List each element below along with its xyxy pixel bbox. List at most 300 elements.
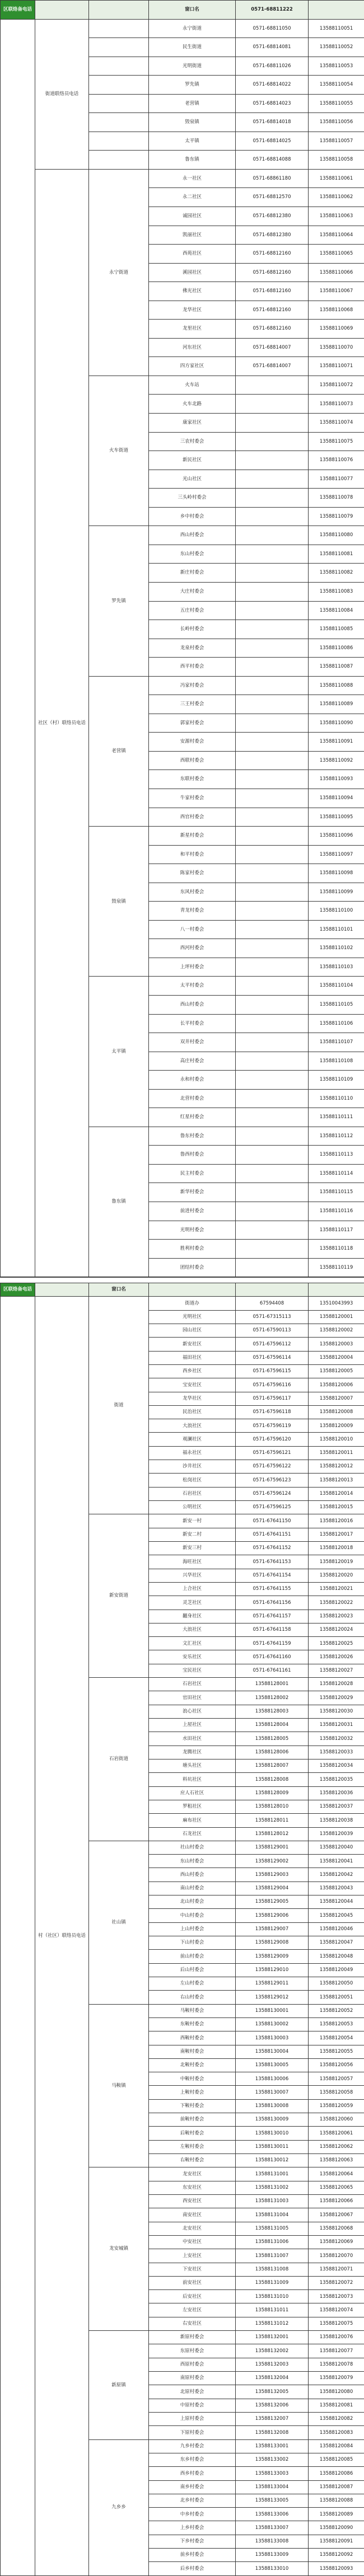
unit-name: 民治社区 (149, 1405, 236, 1419)
unit-name: 东安社区 (149, 2181, 236, 2194)
unit-name: 中乡村委会 (149, 2508, 236, 2521)
mobile-number: 13588120091 (309, 2535, 364, 2548)
column-header (149, 1283, 236, 1297)
mobile-number: 13588120023 (309, 1610, 364, 1623)
mobile-number: 13588110063 (309, 207, 364, 226)
unit-name: 新安一村 (149, 1514, 236, 1528)
phone-number: 0571-68861180 (236, 169, 309, 188)
phone-number: 13588133003 (236, 2467, 309, 2480)
unit-name: 龙安社区 (149, 2167, 236, 2181)
mobile-number: 13510043993 (309, 1297, 364, 1310)
mobile-number: 13588120054 (309, 2031, 364, 2045)
unit-name: 麻布社区 (149, 1814, 236, 1827)
phone-number (236, 639, 309, 658)
mobile-number: 13588110105 (309, 995, 364, 1014)
mobile-number: 13588120017 (309, 1528, 364, 1541)
district-name: 新安街道 (89, 1514, 149, 1678)
mobile-number: 13588120034 (309, 1759, 364, 1772)
phone-number: 13588128004 (236, 1719, 309, 1732)
phone-number: 0571-68814007 (236, 357, 309, 376)
mobile-number: 13588120088 (309, 2494, 364, 2507)
phone-number (236, 507, 309, 526)
unit-name: 松岗社区 (149, 1474, 236, 1487)
district-name: 毁泉镇 (89, 827, 149, 977)
table-header-row (1, 1283, 364, 1297)
mobile-number: 13588120056 (309, 2058, 364, 2072)
phone-number: 13588130012 (236, 2154, 309, 2167)
phone-number (236, 770, 309, 789)
unit-name: 南乡村委会 (149, 2480, 236, 2494)
phone-number: 0571-68811050 (236, 19, 309, 38)
unit-name: 右安社区 (149, 2317, 236, 2330)
mobile-number: 13588110069 (309, 320, 364, 339)
phone-number: 13588128001 (236, 1678, 309, 1691)
mobile-number: 13588110062 (309, 188, 364, 207)
mobile-number: 13588120026 (309, 1650, 364, 1664)
mobile-number: 13588110073 (309, 395, 364, 414)
unit-name: 下乡村委会 (149, 2535, 236, 2548)
phone-number: 0571-68812160 (236, 301, 309, 320)
phone-number: 13588133002 (236, 2453, 309, 2466)
phone-number (236, 883, 309, 902)
column-header: 窗口名 (89, 1283, 149, 1297)
phone-number: 0571-68812160 (236, 263, 309, 282)
phone-number (236, 451, 309, 470)
phone-number: 0571-67596116 (236, 1378, 309, 1392)
unit-name: 石岩社区 (149, 1487, 236, 1500)
phone-number (236, 1108, 309, 1127)
unit-name: 海旺社区 (149, 1555, 236, 1569)
phone-number: 13588128012 (236, 1827, 309, 1841)
phone-number: 13588131009 (236, 2276, 309, 2289)
district-name: 石岩街道 (89, 1678, 149, 1841)
mobile-number: 13588110054 (309, 76, 364, 95)
unit-name: 新安二村 (149, 1528, 236, 1541)
mobile-number: 13588120071 (309, 2263, 364, 2276)
phone-number (236, 1089, 309, 1108)
mobile-number: 13588120079 (309, 2372, 364, 2385)
phone-number: 13588133007 (236, 2521, 309, 2535)
mobile-number: 13588110114 (309, 1164, 364, 1183)
phone-number: 0571-67596121 (236, 1446, 309, 1460)
mobile-number: 13588120013 (309, 1474, 364, 1487)
phone-number (236, 545, 309, 564)
phone-number (236, 902, 309, 921)
unit-name: 东山村委会 (149, 545, 236, 564)
phone-number: 13588129007 (236, 1922, 309, 1936)
unit-name: 社山村委会 (149, 1841, 236, 1854)
mobile-number: 13588120068 (309, 2222, 364, 2235)
unit-name: 上安社区 (149, 2249, 236, 2263)
mobile-number: 13588120066 (309, 2194, 364, 2208)
unit-name: 冯家村委会 (149, 676, 236, 695)
mobile-number: 13588120060 (309, 2113, 364, 2127)
mobile-number: 13588120045 (309, 1909, 364, 1922)
mobile-number: 13588120018 (309, 1541, 364, 1555)
mobile-number: 13588120035 (309, 1773, 364, 1786)
phone-number: 13588131001 (236, 2167, 309, 2181)
phone-number: 13588129008 (236, 1936, 309, 1950)
phone-number: 0571-67641153 (236, 1555, 309, 1569)
unit-name: 西山村委会 (149, 995, 236, 1014)
phone-number: 0571-68812160 (236, 320, 309, 339)
unit-name: 佛光社区 (149, 282, 236, 301)
mobile-number: 13588120049 (309, 1963, 364, 1977)
phone-number: 0571-68811026 (236, 57, 309, 76)
table-header-row (1, 1, 364, 20)
unit-name: 右鞍村委会 (149, 2154, 236, 2167)
unit-name: 西原村委会 (149, 2358, 236, 2371)
unit-name: 安乐社区 (149, 1650, 236, 1664)
mobile-number: 13588110089 (309, 695, 364, 714)
unit-name: 新原村委会 (149, 2331, 236, 2344)
mobile-number: 13588110080 (309, 526, 364, 545)
mobile-number: 13588110100 (309, 902, 364, 921)
mobile-number: 13588120019 (309, 1555, 364, 1569)
phone-number (236, 1127, 309, 1146)
blank-cell (1, 1297, 35, 2575)
unit-name: 新星村委会 (149, 827, 236, 846)
phone-number: 13588131010 (236, 2290, 309, 2303)
phone-number: 13588129002 (236, 1855, 309, 1868)
unit-name: 下鞍村委会 (149, 2099, 236, 2113)
column-header (309, 1283, 364, 1297)
mobile-number: 13588120077 (309, 2344, 364, 2358)
group-label: 社区（村）联络员电话 (35, 169, 89, 1277)
phone-number: 0571-67315113 (236, 1310, 309, 1324)
unit-name: 罗先镇 (149, 76, 236, 95)
district-name: 老营镇 (89, 676, 149, 826)
mobile-number: 13588110075 (309, 432, 364, 451)
mobile-number: 13588110104 (309, 977, 364, 996)
mobile-number: 13588110119 (309, 1258, 364, 1277)
unit-name: 光明街道 (149, 57, 236, 76)
unit-name: 四方家社区 (149, 357, 236, 376)
phone-number: 13588133006 (236, 2508, 309, 2521)
mobile-number: 13588120078 (309, 2358, 364, 2371)
unit-name: 观澜社区 (149, 1433, 236, 1446)
mobile-number: 13588110088 (309, 676, 364, 695)
mobile-number: 13588110096 (309, 827, 364, 846)
unit-name: 民主村委会 (149, 1164, 236, 1183)
phone-number (236, 1221, 309, 1240)
mobile-number: 13588110067 (309, 282, 364, 301)
mobile-number: 13588120028 (309, 1678, 364, 1691)
mobile-number: 13588110101 (309, 920, 364, 939)
phone-number: 13588129003 (236, 1868, 309, 1881)
mobile-number: 13588110103 (309, 958, 364, 977)
unit-name: 光明村委会 (149, 1221, 236, 1240)
phone-number: 13588129011 (236, 1977, 309, 1990)
blank-cell (89, 19, 149, 38)
mobile-number: 13588120011 (309, 1446, 364, 1460)
unit-name: 中鞍村委会 (149, 2072, 236, 2086)
column-header (236, 1283, 309, 1297)
unit-name: 沙井社区 (149, 1460, 236, 1474)
unit-name: 前安社区 (149, 2276, 236, 2289)
phone-number (236, 1052, 309, 1071)
unit-name: 永二社区 (149, 188, 236, 207)
unit-name: 后乡村委会 (149, 2562, 236, 2575)
unit-name: 西平村委会 (149, 658, 236, 677)
phone-number (236, 1258, 309, 1277)
phone-number: 13588132007 (236, 2412, 309, 2425)
mobile-number: 13588120033 (309, 1746, 364, 1759)
mobile-number: 13588120063 (309, 2154, 364, 2167)
unit-name: 街道办 (149, 1297, 236, 1310)
unit-name: 大浪社区 (149, 1419, 236, 1433)
mobile-number: 13588120010 (309, 1433, 364, 1446)
phone-number: 13588130010 (236, 2127, 309, 2140)
unit-name: 北营村委会 (149, 1089, 236, 1108)
mobile-number: 13588110053 (309, 57, 364, 76)
district-name: 鲁东镇 (89, 1127, 149, 1277)
phone-number: 0571-68814088 (236, 151, 309, 170)
blank-cell (89, 151, 149, 170)
phone-number: 13588131007 (236, 2249, 309, 2263)
blank-cell (1, 19, 35, 1277)
phone-number (236, 1202, 309, 1221)
phone-number: 0571-67596115 (236, 1364, 309, 1378)
phone-number (236, 864, 309, 883)
unit-name: 龙华社区 (149, 301, 236, 320)
unit-name: 安源村委会 (149, 733, 236, 752)
phone-number: 13588133004 (236, 2480, 309, 2494)
unit-name: 民生街道 (149, 38, 236, 57)
mobile-number: 13588120048 (309, 1950, 364, 1963)
unit-name: 西鞍村委会 (149, 2031, 236, 2045)
district-name: 罗先镇 (89, 526, 149, 676)
mobile-number: 13588110099 (309, 883, 364, 902)
unit-name: 右山村委会 (149, 1991, 236, 2004)
phone-number: 0571-67596122 (236, 1460, 309, 1474)
mobile-number: 13588120065 (309, 2181, 364, 2194)
phone-number: 13588128010 (236, 1800, 309, 1813)
unit-name: 三王村委会 (149, 695, 236, 714)
mobile-number: 13588120069 (309, 2235, 364, 2249)
unit-name: 南鞍村委会 (149, 2045, 236, 2058)
mobile-number: 13588120062 (309, 2140, 364, 2153)
unit-name: 西山村委会 (149, 1868, 236, 1881)
mobile-number: 13588120006 (309, 1378, 364, 1392)
phone-number: 13588130009 (236, 2113, 309, 2127)
unit-name: 上鞍村委会 (149, 2086, 236, 2099)
mobile-number: 13588120002 (309, 1324, 364, 1337)
unit-name: 东乡村委会 (149, 2453, 236, 2466)
mobile-number: 13588110113 (309, 1146, 364, 1165)
phone-number: 0571-67641150 (236, 1514, 309, 1528)
mobile-number: 13588120039 (309, 1827, 364, 1841)
phone-number: 0571-67596120 (236, 1433, 309, 1446)
mobile-number: 13588110070 (309, 338, 364, 357)
unit-name: 乡中村委会 (149, 507, 236, 526)
unit-name: 文汇社区 (149, 1637, 236, 1650)
phone-number (236, 695, 309, 714)
district-name: 街道 (89, 1297, 149, 1514)
phone-number: 13588131011 (236, 2303, 309, 2317)
mobile-number: 13588110095 (309, 808, 364, 827)
phone-number: 0571-67641160 (236, 1650, 309, 1664)
group-label: 街道联络员电话 (35, 19, 89, 169)
phone-number: 13588131012 (236, 2317, 309, 2330)
phone-number (236, 977, 309, 996)
unit-name: 石岩社区 (149, 1678, 236, 1691)
phone-number (236, 676, 309, 695)
group-label: 村（社区）联络员电话 (35, 1297, 89, 2575)
phone-number: 13588132002 (236, 2344, 309, 2358)
phone-number (236, 733, 309, 752)
mobile-number: 13588120073 (309, 2290, 364, 2303)
phone-number: 0571-67641159 (236, 1637, 309, 1650)
mobile-number: 13588110112 (309, 1127, 364, 1146)
unit-name: 东鞍村委会 (149, 2017, 236, 2031)
mobile-number: 13588120076 (309, 2331, 364, 2344)
unit-name: 诚园社区 (149, 207, 236, 226)
unit-name: 西安社区 (149, 2194, 236, 2208)
unit-name: 东山村委会 (149, 1855, 236, 1868)
unit-name: 马鞍村委会 (149, 2004, 236, 2017)
unit-name: 火车北路 (149, 395, 236, 414)
phone-number (236, 1164, 309, 1183)
phone-number: 13588132001 (236, 2331, 309, 2344)
district-name: 九乡乡 (89, 2439, 149, 2575)
phone-number: 0571-68814025 (236, 132, 309, 151)
phone-number (236, 714, 309, 733)
column-header: 0571-68811222 (236, 1, 309, 20)
phone-number: 0571-68814018 (236, 113, 309, 132)
district-name: 马鞍镇 (89, 2004, 149, 2167)
phone-number: 0571-68814007 (236, 338, 309, 357)
column-header (35, 1283, 89, 1297)
unit-name: 团结村委会 (149, 1258, 236, 1277)
mobile-number: 13588110084 (309, 601, 364, 620)
phone-number: 13588132004 (236, 2372, 309, 2385)
unit-name: 龙华社区 (149, 1392, 236, 1405)
unit-name: 西乡社区 (149, 1364, 236, 1378)
mobile-number: 13588110072 (309, 376, 364, 395)
phone-number: 13588131003 (236, 2194, 309, 2208)
phone-number: 0571-68814023 (236, 94, 309, 113)
table-row (1, 1297, 364, 1310)
mobile-number: 13588120052 (309, 2004, 364, 2017)
unit-name: 龙里社区 (149, 320, 236, 339)
unit-name: 翻身社区 (149, 1610, 236, 1623)
phone-number: 13588130001 (236, 2004, 309, 2017)
unit-name: 下山村委会 (149, 1936, 236, 1950)
unit-name: 青龙村委会 (149, 902, 236, 921)
unit-name: 河东社区 (149, 338, 236, 357)
mobile-number: 13588110055 (309, 94, 364, 113)
phone-number: 13588129009 (236, 1950, 309, 1963)
unit-name: 上合社区 (149, 1582, 236, 1596)
phone-number: 13588130011 (236, 2140, 309, 2153)
unit-name: 长岭村委会 (149, 620, 236, 639)
mobile-number: 13588110092 (309, 751, 364, 770)
phone-number (236, 845, 309, 864)
unit-name: 浪心社区 (149, 1705, 236, 1718)
unit-name: 凯丽社区 (149, 226, 236, 245)
unit-name: 大浪社区 (149, 1623, 236, 1636)
unit-name: 鲁西村委会 (149, 1146, 236, 1165)
phone-number (236, 808, 309, 827)
column-header (89, 1, 149, 20)
phone-number: 13588130002 (236, 2017, 309, 2031)
phone-number: 0571-67596125 (236, 1501, 309, 1514)
mobile-number: 13588120064 (309, 2167, 364, 2181)
unit-name: 高庄村委会 (149, 1052, 236, 1071)
district-name: 永宁街道 (89, 169, 149, 376)
mobile-number: 13588120015 (309, 1501, 364, 1514)
mobile-number: 13588110090 (309, 714, 364, 733)
directory-table-2 (0, 1283, 364, 2576)
phone-number: 13588128003 (236, 1705, 309, 1718)
phone-number: 0571-67596124 (236, 1487, 309, 1500)
mobile-number: 13588120021 (309, 1582, 364, 1596)
phone-number: 13588130008 (236, 2099, 309, 2113)
unit-name: 西官村委会 (149, 808, 236, 827)
mobile-number: 13588120042 (309, 1868, 364, 1881)
phone-number: 0571-67641158 (236, 1623, 309, 1636)
unit-name: 左鞍村委会 (149, 2140, 236, 2153)
phone-number: 13588131005 (236, 2222, 309, 2235)
unit-name: 中山村委会 (149, 1909, 236, 1922)
mobile-number: 13588120004 (309, 1351, 364, 1364)
mobile-number: 13588120024 (309, 1623, 364, 1636)
unit-name: 上乡村委会 (149, 2521, 236, 2535)
mobile-number: 13588110052 (309, 38, 364, 57)
phone-number: 13588130007 (236, 2086, 309, 2099)
unit-name: 长平村委会 (149, 1014, 236, 1033)
phone-number (236, 526, 309, 545)
mobile-number: 13588120031 (309, 1719, 364, 1732)
unit-name: 水田社区 (149, 1732, 236, 1746)
phone-number (236, 1240, 309, 1259)
mobile-number: 13588110108 (309, 1052, 364, 1071)
phone-number: 0571-67641152 (236, 1541, 309, 1555)
phone-number (236, 789, 309, 808)
section-title: 区联络备电话 (1, 1283, 35, 1297)
district-name: 龙安城镇 (89, 2167, 149, 2331)
phone-number: 0571-67641154 (236, 1569, 309, 1582)
unit-name: 应人石社区 (149, 1786, 236, 1800)
phone-number: 0571-68814022 (236, 76, 309, 95)
mobile-number: 13588120047 (309, 1936, 364, 1950)
mobile-number: 13588120007 (309, 1392, 364, 1405)
unit-name: 福田社区 (149, 1351, 236, 1364)
phone-number: 13588129001 (236, 1841, 309, 1854)
unit-name: 新华村委会 (149, 1183, 236, 1202)
unit-name: 三头岭村委会 (149, 489, 236, 508)
mobile-number: 13588110083 (309, 582, 364, 601)
phone-number (236, 995, 309, 1014)
phone-number: 13588129004 (236, 1881, 309, 1895)
phone-number: 0571-68812160 (236, 282, 309, 301)
mobile-number: 13588110093 (309, 770, 364, 789)
column-header: 窗口名 (149, 1, 236, 20)
unit-name: 南山村委会 (149, 1881, 236, 1895)
mobile-number: 13588110109 (309, 1071, 364, 1090)
blank-cell (89, 113, 149, 132)
mobile-number: 13588120085 (309, 2453, 364, 2466)
mobile-number: 13588110116 (309, 1202, 364, 1221)
mobile-number: 13588110118 (309, 1240, 364, 1259)
blank-cell (89, 94, 149, 113)
unit-name: 灵芝社区 (149, 1596, 236, 1610)
phone-number: 0571-67641151 (236, 1528, 309, 1541)
unit-name: 塘头社区 (149, 1759, 236, 1772)
mobile-number: 13588110079 (309, 507, 364, 526)
mobile-number: 13588120086 (309, 2467, 364, 2480)
